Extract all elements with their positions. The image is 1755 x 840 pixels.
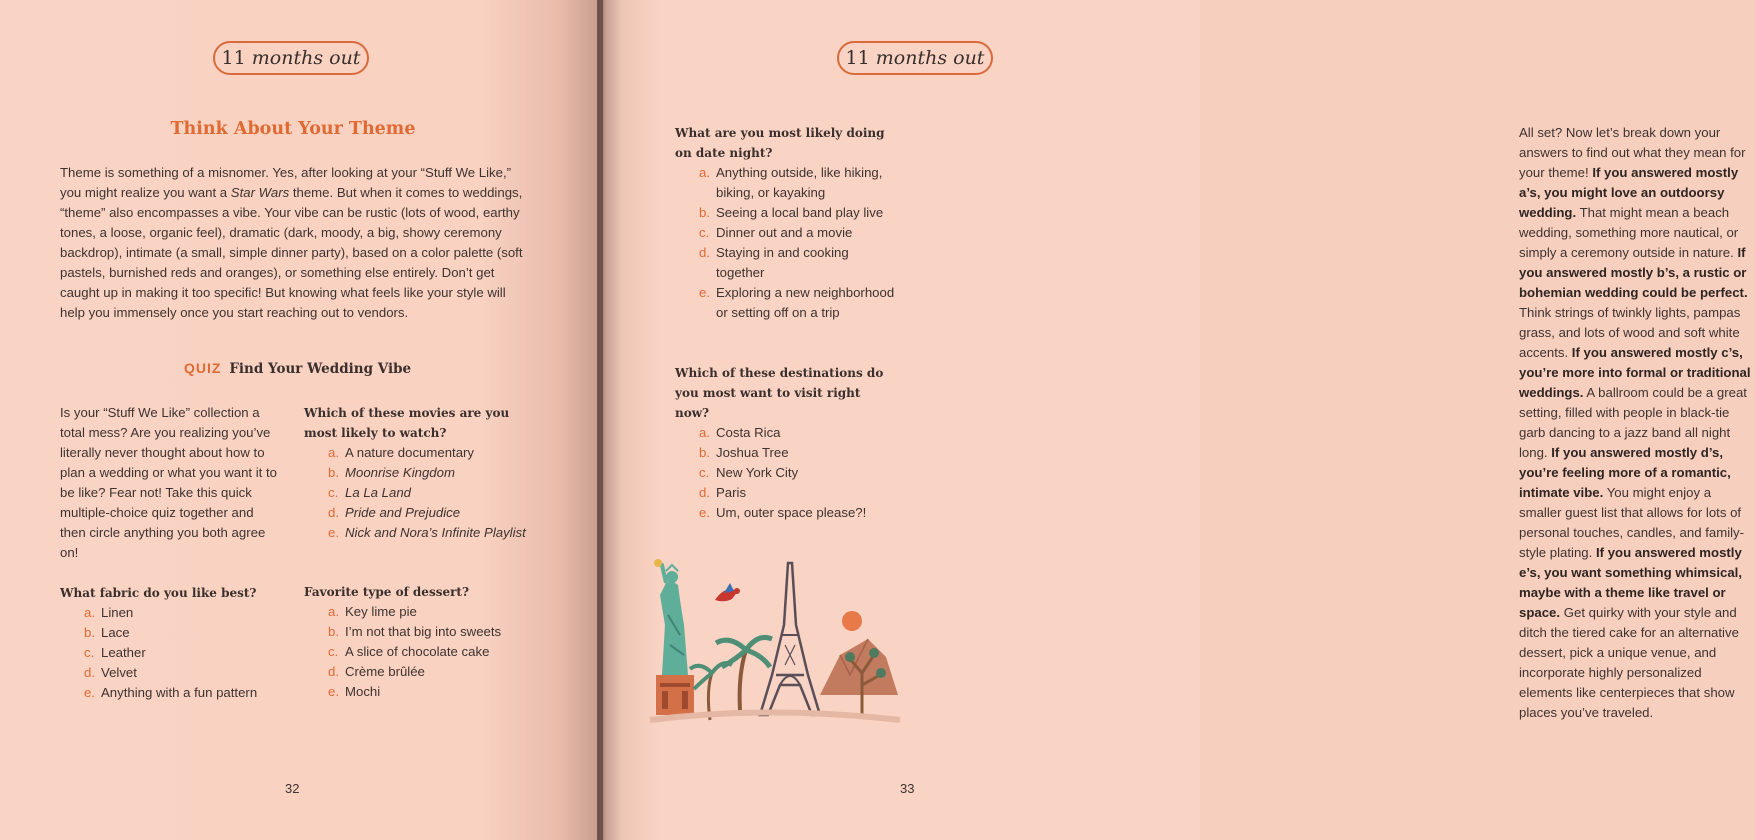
page-number: 33 — [900, 781, 915, 796]
option-item — [60, 623, 290, 643]
option-letter: a. — [328, 445, 339, 460]
intro-paragraph — [60, 163, 526, 323]
option-text: Crème brûlée — [345, 664, 425, 679]
palm-tree-icon — [690, 637, 772, 720]
options-list — [60, 603, 290, 703]
option-item — [675, 463, 895, 483]
options-list — [675, 163, 895, 323]
option-item — [675, 163, 895, 203]
ground-line — [650, 713, 900, 721]
question-destinations — [675, 363, 895, 523]
option-item — [675, 423, 895, 443]
option-letter: c. — [328, 644, 339, 659]
header-number: 11 — [845, 47, 870, 69]
question-date-night — [675, 123, 895, 323]
book-gutter — [597, 0, 603, 840]
option-item — [304, 523, 534, 543]
option-text: Anything outside, like hiking, biking, or kayaking — [716, 165, 883, 200]
option-item — [675, 483, 895, 503]
option-letter: e. — [84, 685, 95, 700]
option-text: Pride and Prejudice — [345, 505, 461, 520]
option-item — [675, 243, 895, 283]
question-title: Which of these movies are you most likely to watch? — [304, 406, 510, 440]
option-letter: d. — [84, 665, 95, 680]
sun-icon — [842, 611, 862, 631]
header-text: months out — [251, 47, 361, 69]
option-text: Leather — [101, 645, 146, 660]
option-item — [675, 503, 895, 523]
option-letter: e. — [328, 684, 339, 699]
question-title: What fabric do you like best? — [60, 586, 257, 600]
option-text: Linen — [101, 605, 134, 620]
left-page — [0, 0, 600, 840]
section-title: Think About Your Theme — [170, 119, 416, 139]
question-movies — [304, 403, 534, 543]
result-text: Think strings of twinkly lights, pampas grass, and lots of wood and soft white accents. — [1519, 305, 1741, 360]
option-item — [60, 683, 290, 703]
option-letter: b. — [699, 205, 710, 220]
options-list — [675, 423, 895, 523]
statue-of-liberty-icon — [654, 559, 694, 715]
right-page — [600, 0, 1751, 840]
option-text: Exploring a new neighborhood or setting off on a trip — [716, 285, 895, 320]
result-bold-text: If you answered mostly b’s, a rustic or bohemian wedding could be perfect. — [1519, 245, 1748, 300]
option-item — [675, 443, 895, 463]
option-item — [304, 622, 534, 642]
option-letter: c. — [699, 225, 710, 240]
result-bold-text: If you answered mostly c’s, you’re more into formal or traditional weddings. — [1519, 345, 1751, 400]
option-item — [304, 642, 534, 662]
option-letter: e. — [328, 525, 339, 540]
options-list — [304, 443, 534, 543]
result-text: All set? Now let’s break down your answers to find out what they mean for your theme! — [1519, 125, 1746, 180]
page-number: 32 — [285, 781, 300, 796]
option-text: Anything with a fun pattern — [101, 685, 258, 700]
chapter-header-pill — [213, 41, 369, 75]
option-text: Um, outer space please?! — [716, 505, 867, 520]
option-item — [304, 503, 534, 523]
option-letter: c. — [328, 485, 339, 500]
option-text: Mochi — [345, 684, 381, 699]
option-text: A slice of chocolate cake — [345, 644, 490, 659]
quiz-intro: Is your “Stuff We Like” collection a total mess? Are you realizing you’ve literally never thought about how to plan a wedding or what you want it to be like? Fear not! Take this quick multiple-choice quiz together and then circle anything you both agree on! — [60, 405, 277, 560]
option-item — [304, 662, 534, 682]
option-text: Key lime pie — [345, 604, 417, 619]
result-bold-text: If you answered mostly e’s, you want something whimsical, maybe with a theme like travel or space. — [1519, 545, 1743, 620]
option-text: I’m not that big into sweets — [345, 624, 502, 639]
option-item — [304, 602, 534, 622]
option-letter: e. — [699, 285, 710, 300]
option-text: New York City — [716, 465, 799, 480]
intro-text: Theme is something of a misnomer. Yes, after looking at your “Stuff We Like,” you might realize you want a — [60, 165, 512, 200]
option-letter: b. — [328, 624, 339, 639]
option-text: Moonrise Kingdom — [345, 465, 455, 480]
option-letter: d. — [328, 664, 339, 679]
option-letter: b. — [699, 445, 710, 460]
intro-italic: Star Wars — [230, 185, 290, 200]
option-item — [304, 682, 534, 702]
option-item — [304, 443, 534, 463]
option-item — [304, 463, 534, 483]
option-item — [675, 223, 895, 243]
option-text: A nature documentary — [345, 445, 475, 460]
question-dessert — [304, 582, 534, 702]
option-letter: c. — [84, 645, 95, 660]
result-bold-text: If you answered mostly d’s, you’re feeling more of a romantic, intimate vibe. — [1519, 445, 1731, 500]
quiz-label: QUIZ — [184, 360, 222, 376]
option-item — [675, 203, 895, 223]
option-text: Dinner out and a movie — [716, 225, 853, 240]
option-letter: a. — [699, 425, 710, 440]
travel-illustration — [640, 555, 910, 745]
header-text: months out — [875, 47, 985, 69]
result-text: You might enjoy a smaller guest list that allows for lots of personal touches, candles, and family-style plating. — [1519, 485, 1745, 560]
question-title: What are you most likely doing on date night? — [675, 126, 885, 160]
quiz-title: Find Your Wedding Vibe — [229, 361, 412, 377]
option-text: Staying in and cooking together — [716, 245, 849, 280]
option-letter: a. — [84, 605, 95, 620]
option-text: La La Land — [345, 485, 412, 500]
option-text: Lace — [101, 625, 130, 640]
option-text: Nick and Nora’s Infinite Playlist — [345, 525, 526, 540]
option-text: Joshua Tree — [716, 445, 789, 460]
option-item — [60, 643, 290, 663]
bird-icon — [715, 583, 740, 601]
result-bold-text: If you answered mostly a’s, you might love an outdoorsy wedding. — [1519, 165, 1739, 220]
question-fabric — [60, 583, 290, 703]
result-text: That might mean a beach wedding, something more nautical, or simply a ceremony outside in nature. — [1519, 205, 1739, 260]
result-text: Get quirky with your style and ditch the tiered cake for an alternative dessert, pick a unique venue, and incorporate highly personalized elements like centerpieces that show places you’ve traveled. — [1519, 605, 1739, 720]
options-list — [304, 602, 534, 702]
header-number: 11 — [221, 47, 246, 69]
question-title: Favorite type of dessert? — [304, 585, 469, 599]
quiz-heading — [184, 360, 411, 377]
option-letter: a. — [328, 604, 339, 619]
option-letter: d. — [699, 485, 710, 500]
option-letter: b. — [328, 465, 339, 480]
results-paragraph — [1519, 123, 1755, 723]
option-item — [60, 663, 290, 683]
option-item — [60, 603, 290, 623]
chapter-header-pill — [837, 41, 993, 75]
option-letter: d. — [699, 245, 710, 260]
intro-text: theme. But when it comes to weddings, “theme” also encompasses a vibe. Your vibe can be rustic (lots of wood, earthy tones, a loose, organic feel), dramatic (dark, moody, a big, showy ceremony backdrop), intimate (a small, simple dinner party), based on a color palette (soft pastels, burnished reds and oranges), or something else entirely. Don’t get caught up in making it too specific! But knowing what feels like your style will help you immensely once you start reaching out to vendors. — [60, 185, 523, 320]
option-letter: b. — [84, 625, 95, 640]
question-title: Which of these destinations do you most want to visit right now? — [675, 366, 884, 420]
option-letter: c. — [699, 465, 710, 480]
option-text: Costa Rica — [716, 425, 781, 440]
option-item — [675, 283, 895, 323]
result-text: A ballroom could be a great setting, filled with people in black-tie garb dancing to a jazz band all night long. — [1519, 385, 1747, 460]
option-text: Seeing a local band play live — [716, 205, 884, 220]
option-text: Velvet — [101, 665, 137, 680]
option-letter: e. — [699, 505, 710, 520]
desert-mountain-icon — [820, 639, 898, 695]
option-letter: a. — [699, 165, 710, 180]
option-text: Paris — [716, 485, 747, 500]
option-letter: d. — [328, 505, 339, 520]
option-item — [304, 483, 534, 503]
